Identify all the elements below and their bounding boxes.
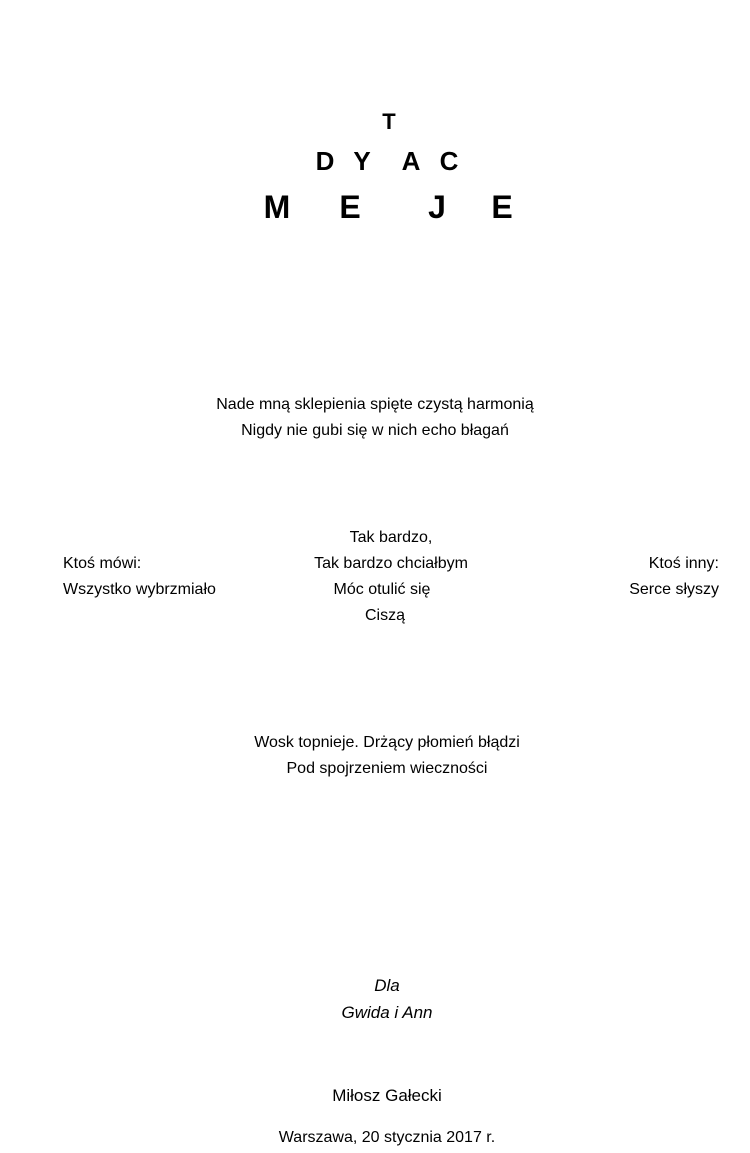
dialogue-left-line: Wszystko wybrzmiało bbox=[63, 581, 216, 598]
author-name: Miłosz Gałecki bbox=[332, 1086, 442, 1105]
title-letter: Y bbox=[353, 146, 371, 176]
dialogue-center-line: Móc otulić się bbox=[333, 581, 431, 598]
dialogue-left-line: Ktoś mówi: bbox=[63, 555, 142, 572]
place-date: Warszawa, 20 stycznia 2017 r. bbox=[278, 1129, 496, 1146]
title-letter: M bbox=[263, 189, 291, 225]
dialogue-center-line: Tak bardzo chciałbym bbox=[314, 555, 468, 572]
dialogue-center-line: Ciszą bbox=[364, 607, 405, 624]
title-letter: E bbox=[339, 189, 361, 225]
stanza1-line: Nade mną sklepienia spięte czystą harmonią bbox=[216, 396, 534, 413]
title-letter: A bbox=[401, 146, 421, 176]
title-letter: T bbox=[382, 109, 396, 134]
dialogue-right-line: Ktoś inny: bbox=[648, 555, 719, 572]
title-letter: D bbox=[315, 146, 335, 176]
dedication-line: Gwida i Ann bbox=[341, 1003, 433, 1022]
title-letter: E bbox=[491, 189, 513, 225]
stanza2-line: Wosk topnieje. Drżący płomień błądzi bbox=[254, 734, 520, 751]
title-letter: C bbox=[439, 146, 459, 176]
stanza2-line: Pod spojrzeniem wieczności bbox=[286, 760, 488, 777]
title-letter: J bbox=[428, 189, 446, 225]
stanza1-line: Nigdy nie gubi się w nich echo błagań bbox=[241, 422, 509, 439]
dialogue-right-line: Serce słyszy bbox=[629, 581, 719, 598]
dedication-line: Dla bbox=[374, 976, 400, 995]
dialogue-center-line: Tak bardzo, bbox=[349, 529, 433, 546]
